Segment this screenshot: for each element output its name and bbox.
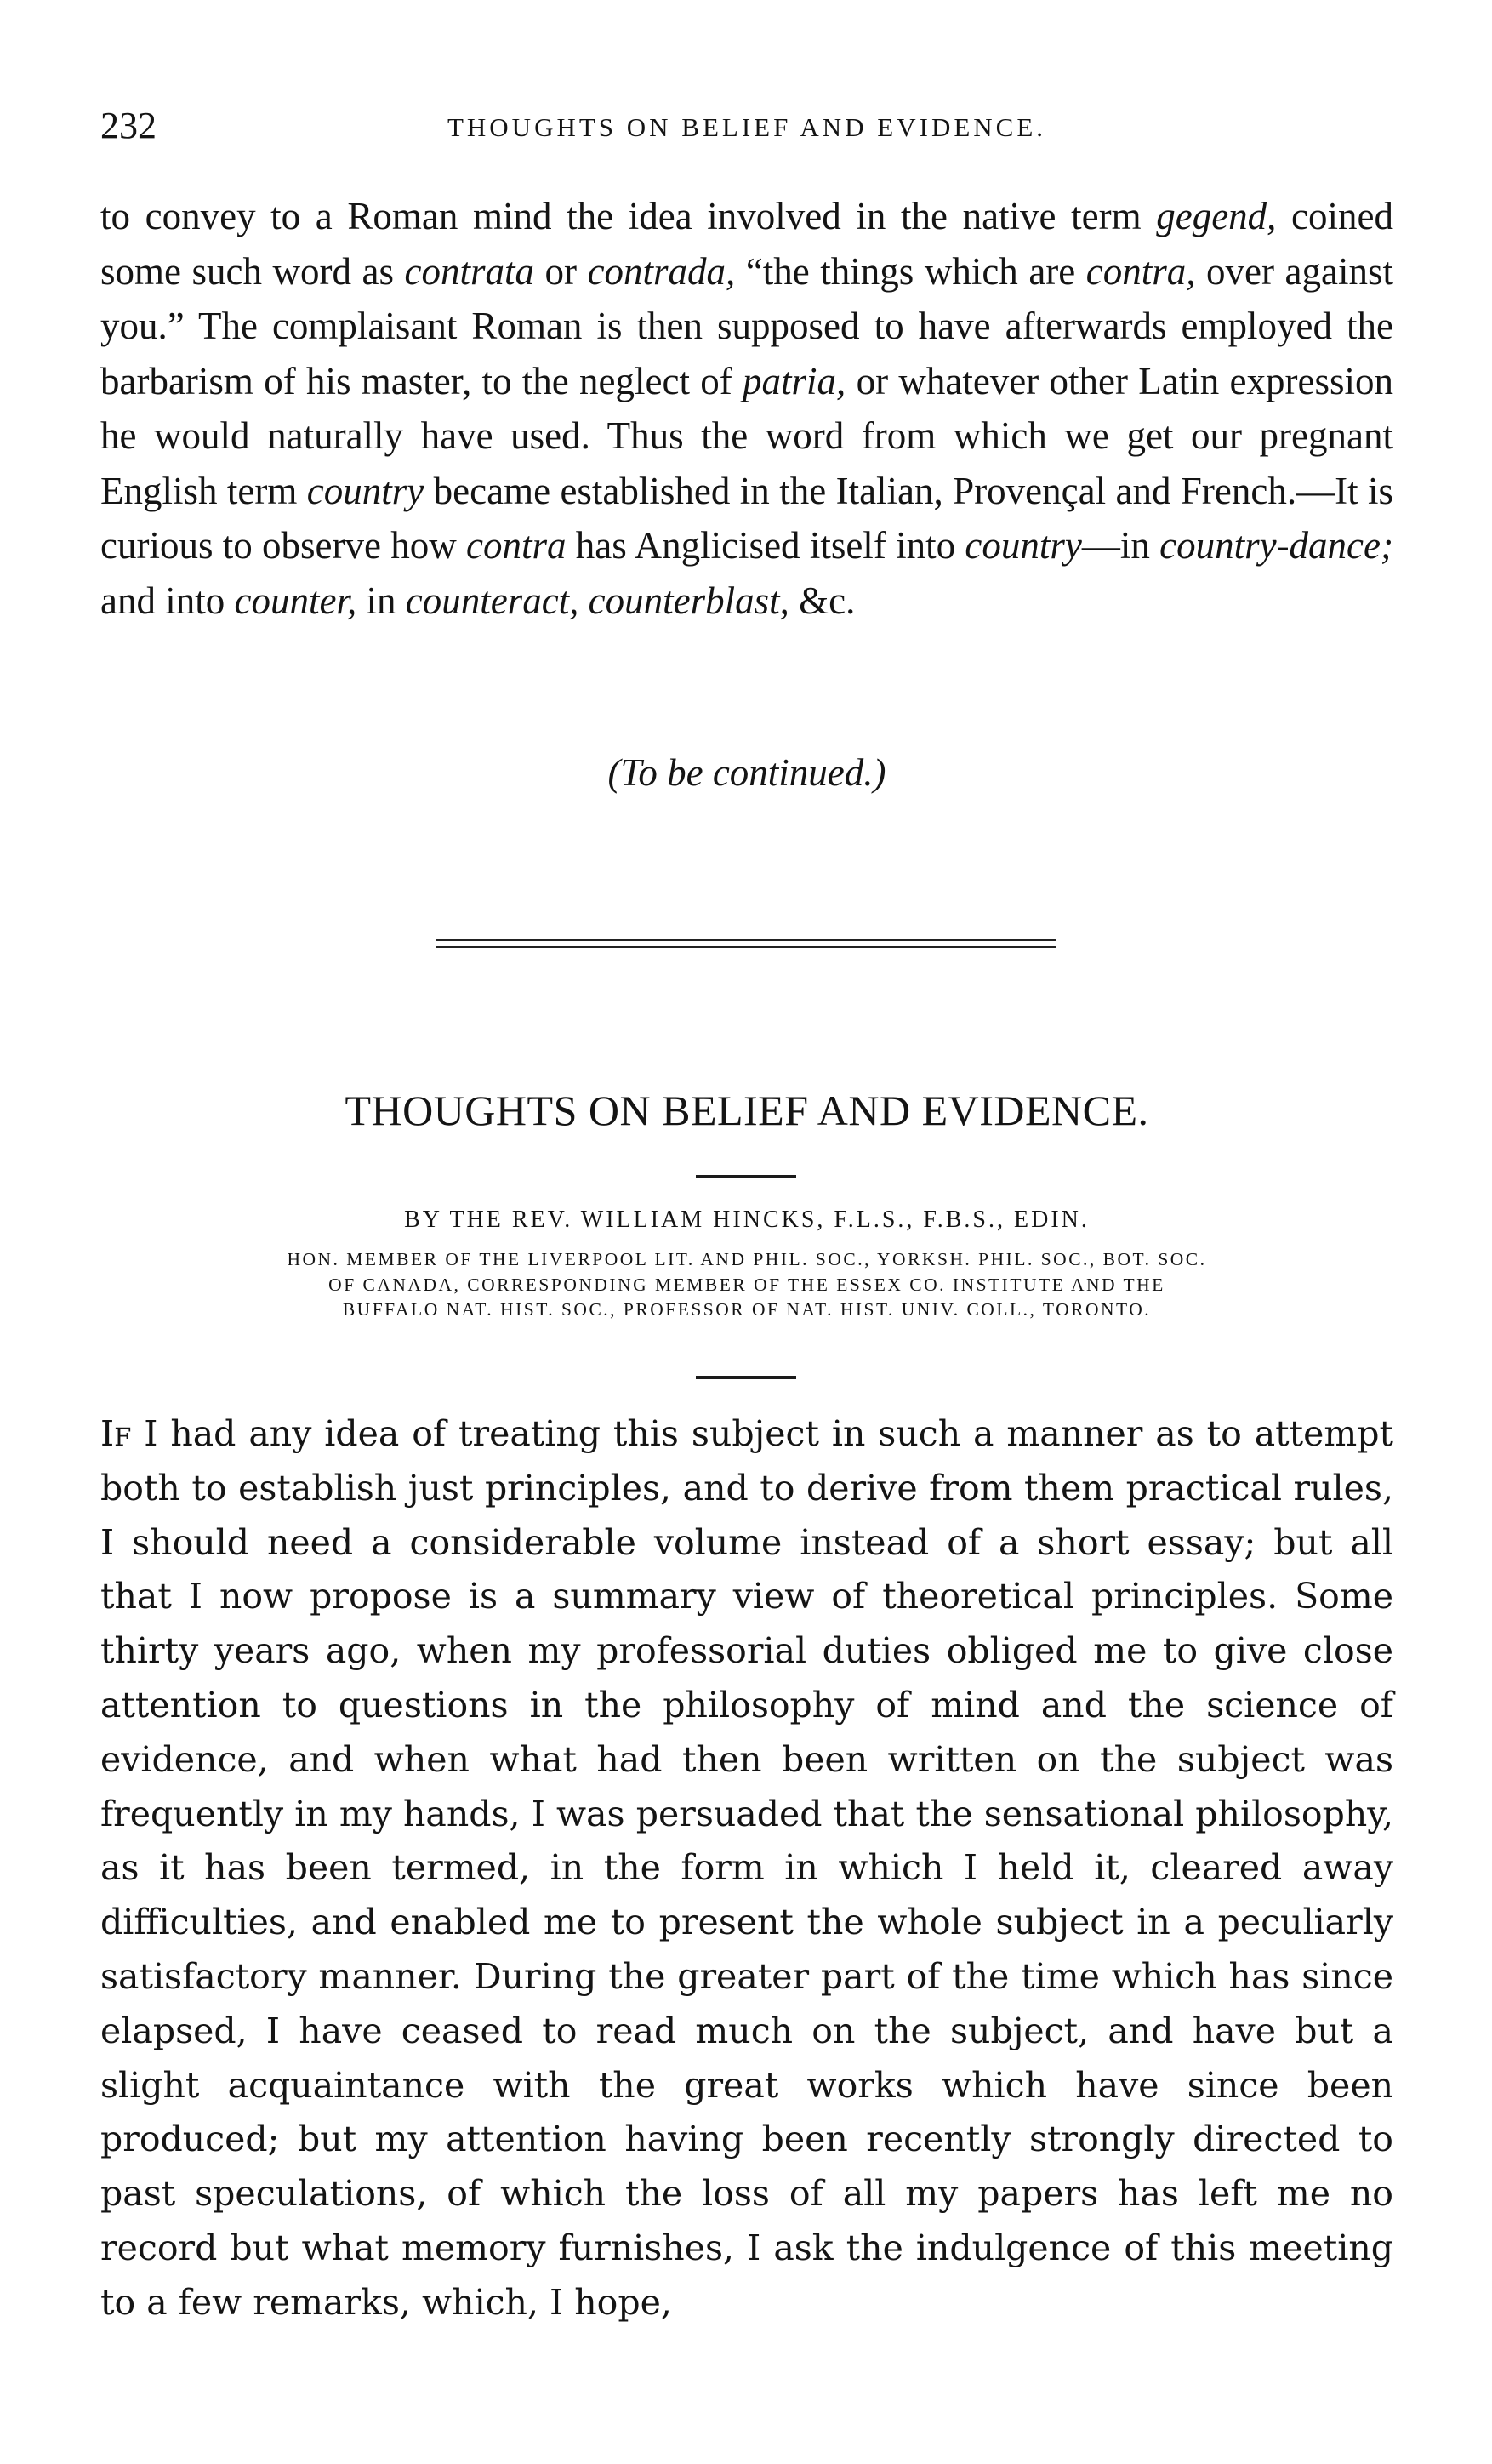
text-run: in (356, 579, 406, 622)
opening-word: If (100, 1413, 132, 1454)
divider-line-top (436, 939, 1056, 941)
byline-rule (696, 1376, 796, 1379)
text-run: became established in the Italian, Provençal and French.—It is curious to observe how (100, 469, 1393, 567)
text-run: coined some such word as (100, 195, 1394, 293)
article-title: THOUGHTS ON BELIEF AND EVIDENCE. (345, 1087, 1149, 1134)
article-body (100, 1407, 1393, 2330)
text-run: “the things which are (735, 249, 1086, 293)
to-be-continued-note: (To be continued.) (607, 751, 886, 794)
continued-article-text (100, 189, 1393, 628)
italic-term: contrata (404, 249, 535, 293)
running-head: THOUGHTS ON BELIEF AND EVIDENCE. (447, 112, 1047, 142)
title-rule (696, 1175, 796, 1178)
text-run: to convey to a Roman mind the idea involved in the native term (100, 195, 1157, 237)
text-run: or (534, 249, 588, 293)
divider-line-bottom (436, 946, 1056, 948)
page-header (100, 100, 1393, 151)
text-run: or whatever other Latin expression he would naturally have used. Thus the word from which we get our pregnant English term (100, 359, 1394, 512)
italic-term: contra (466, 524, 567, 567)
italic-term: country-dance; (1159, 524, 1393, 567)
body-paragraph (100, 1407, 1393, 2330)
affiliation-line: BUFFALO NAT. HIST. SOC., PROFESSOR OF NAT. HIST. UNIV. COLL., TORONTO. (342, 1299, 1152, 1320)
page-number: 232 (100, 105, 157, 146)
continued-paragraph (100, 189, 1393, 628)
italic-term: gegend, (1156, 195, 1277, 237)
body-text: I had any idea of treating this subject in such a manner as to attempt both to establish just principles, and to derive from them practical rules, I should need a considerable volume instead of a short essay; but all that I now propose is a summary view of theoretical principles. Some thirty years ago, when my professorial duties obliged me to give close attention to questions in the philosophy of mind and the science of evidence, and when what had then been written on the subject was frequently in my hands, I was persuaded that the sensational philosophy, as it has been termed, in the form in which I held it, cleared away difficulties, and enabled me to present the whole subject in a peculiarly satisfactory manner. During the greater part of the time which has since elapsed, I have ceased to read much on the subject, and have but a slight acquaintance with the great works which have since been produced; but my attention having been recently strongly directed to past speculations, of which the loss of all my papers has left me no record but what memory furnishes, I ask the indulgence of this meeting to a few remarks, which, I hope, (100, 1413, 1393, 2323)
italic-term: country (306, 469, 424, 512)
text-run: and into (100, 579, 235, 622)
italic-term: counteract, counterblast, (405, 579, 789, 622)
italic-term: patria, (743, 359, 846, 402)
italic-term: contrada, (587, 249, 736, 293)
author-affiliations (100, 1247, 1393, 1323)
text-run: —in (1081, 524, 1160, 567)
italic-term: country (965, 524, 1082, 567)
affiliation-line: OF CANADA, CORRESPONDING MEMBER OF THE ESSEX CO. INSTITUTE AND THE (328, 1274, 1165, 1295)
section-divider (436, 939, 1056, 950)
text-run: has Anglicised itself into (566, 524, 965, 567)
affiliation-line: HON. MEMBER OF THE LIVERPOOL LIT. AND PHIL. SOC., YORKSH. PHIL. SOC., BOT. SOC. (287, 1249, 1207, 1269)
text-run: &c. (789, 579, 856, 622)
italic-term: counter, (234, 579, 357, 622)
italic-term: contra, (1085, 249, 1196, 293)
author-byline: BY THE REV. WILLIAM HINCKS, F.L.S., F.B.S., EDIN. (404, 1206, 1090, 1233)
text-run: over against you.” The complaisant Roman is then supposed to have afterwards employed the barbarism of his master, to the neglect of (100, 249, 1393, 402)
